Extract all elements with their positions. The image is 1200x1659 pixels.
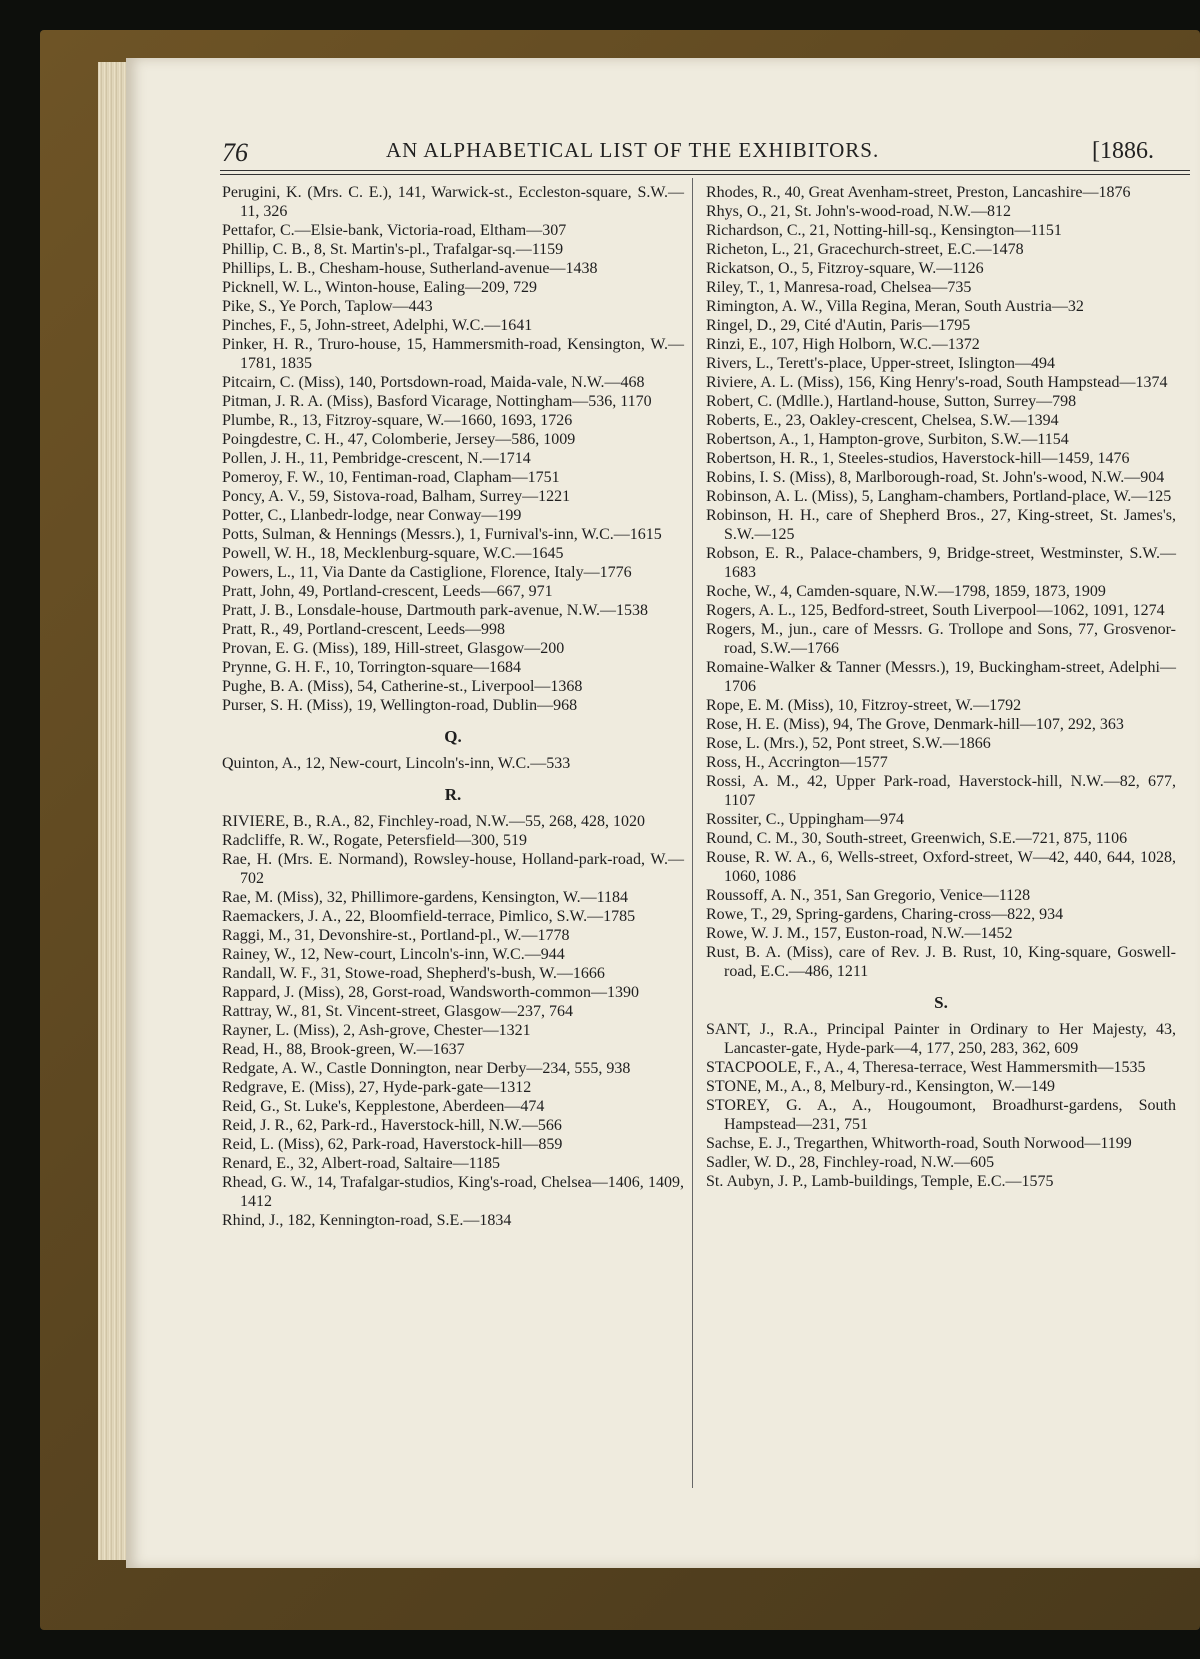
- exhibitor-entry: Rowe, W. J. M., 157, Euston-road, N.W.—1452: [706, 925, 1013, 942]
- exhibitor-entry: Rogers, A. L., 125, Bedford-street, South Liverpool—1062, 1091, 1274: [706, 602, 1165, 619]
- exhibitor-entry: Robinson, A. L. (Miss), 5, Langham-chambers, Portland-place, W.—125: [706, 488, 1172, 505]
- exhibitor-entry: Rae, H. (Mrs. E. Normand), Rowsley-house, Holland-park-road, W.—702: [222, 851, 684, 887]
- exhibitor-entry: Pitman, J. R. A. (Miss), Basford Vicarage, Nottingham—536, 1170: [222, 393, 652, 410]
- exhibitor-entry: Pinker, H. R., Truro-house, 15, Hammersmith-road, Kensington, W.—1781, 1835: [222, 336, 684, 372]
- page-title: AN ALPHABETICAL LIST OF THE EXHIBITORS.: [386, 138, 880, 162]
- exhibitor-entry: Poingdestre, C. H., 47, Colomberie, Jersey—586, 1009: [222, 431, 576, 448]
- left-column: [222, 183, 684, 1230]
- exhibitor-entry: Quinton, A., 12, New-court, Lincoln's-inn, W.C.—533: [222, 755, 571, 772]
- exhibitor-entry: Pike, S., Ye Porch, Taplow—443: [222, 298, 433, 315]
- exhibitor-entry: Powers, L., 11, Via Dante da Castiglione, Florence, Italy—1776: [222, 564, 632, 581]
- exhibitor-entry: Potts, Sulman, & Hennings (Messrs.), 1, Furnival's-inn, W.C.—1615: [222, 526, 662, 543]
- exhibitor-entry: Prynne, G. H. F., 10, Torrington-square—1684: [222, 659, 522, 676]
- exhibitor-entry: Perugini, K. (Mrs. C. E.), 141, Warwick-st., Eccleston-square, S.W.—11, 326: [222, 184, 684, 220]
- exhibitor-entry: Rowe, T., 29, Spring-gardens, Charing-cross—822, 934: [706, 906, 1064, 923]
- exhibitor-entry: RIVIERE, B., R.A., 82, Finchley-road, N.W.—55, 268, 428, 1020: [222, 813, 645, 830]
- exhibitor-entry: Pitcairn, C. (Miss), 140, Portsdown-road, Maida-vale, N.W.—468: [222, 374, 645, 391]
- exhibitor-entry: St. Aubyn, J. P., Lamb-buildings, Temple, E.C.—1575: [706, 1173, 1054, 1190]
- exhibitor-entry: Rayner, L. (Miss), 2, Ash-grove, Chester—1321: [222, 1022, 531, 1039]
- exhibitor-entry: Robertson, A., 1, Hampton-grove, Surbiton, S.W.—1154: [706, 431, 1069, 448]
- exhibitor-entry: Sachse, E. J., Tregarthen, Whitworth-road, South Norwood—1199: [706, 1135, 1132, 1152]
- exhibitor-entry: Pettafor, C.—Elsie-bank, Victoria-road, Eltham—307: [222, 222, 567, 239]
- exhibitor-entry: Rose, H. E. (Miss), 94, The Grove, Denmark-hill—107, 292, 363: [706, 716, 1124, 733]
- exhibitor-entry: Rossi, A. M., 42, Upper Park-road, Haverstock-hill, N.W.—82, 677, 1107: [706, 773, 1176, 809]
- exhibitor-entry: Provan, E. G. (Miss), 189, Hill-street, Glasgow—200: [222, 640, 565, 657]
- exhibitor-entry: Rattray, W., 81, St. Vincent-street, Glasgow—237, 764: [222, 1003, 573, 1020]
- page-number: 76: [222, 138, 248, 167]
- page-header: [126, 130, 1200, 170]
- exhibitor-entry: Rogers, M., jun., care of Messrs. G. Trollope and Sons, 77, Grosvenor-road, S.W.—1766: [706, 621, 1176, 657]
- exhibitor-entry: Round, C. M., 30, South-street, Greenwich, S.E.—721, 875, 1106: [706, 830, 1128, 847]
- exhibitor-entry: Robins, I. S. (Miss), 8, Marlborough-road, St. John's-wood, N.W.—904: [706, 469, 1165, 486]
- exhibitor-entry: STONE, M., A., 8, Melbury-rd., Kensington, W.—149: [706, 1078, 1056, 1095]
- exhibitor-entry: SANT, J., R.A., Principal Painter in Ordinary to Her Majesty, 43, Lancaster-gate, Hyde-park—4, 177, 250, 283, 362, 609: [706, 1021, 1176, 1057]
- exhibitor-entry: Richardson, C., 21, Notting-hill-sq., Kensington—1151: [706, 222, 1062, 239]
- exhibitor-entry: Roberts, E., 23, Oakley-crescent, Chelsea, S.W.—1394: [706, 412, 1059, 429]
- exhibitor-entry: Pratt, J. B., Lonsdale-house, Dartmouth park-avenue, N.W.—1538: [222, 602, 648, 619]
- exhibitor-entry: Riviere, A. L. (Miss), 156, King Henry's-road, South Hampstead—1374: [706, 374, 1168, 391]
- exhibitor-entry: Rimington, A. W., Villa Regina, Meran, South Austria—32: [706, 298, 1084, 315]
- exhibitor-entry: Reid, J. R., 62, Park-rd., Haverstock-hill, N.W.—566: [222, 1117, 562, 1134]
- exhibitor-entry: Potter, C., Llanbedr-lodge, near Conway—199: [222, 507, 522, 524]
- exhibitor-entry: Rose, L. (Mrs.), 52, Pont street, S.W.—1866: [706, 735, 991, 752]
- exhibitor-entry: STACPOOLE, F., A., 4, Theresa-terrace, West Hammersmith—1535: [706, 1059, 1146, 1076]
- exhibitor-entry: Romaine-Walker & Tanner (Messrs.), 19, Buckingham-street, Adelphi—1706: [706, 659, 1176, 695]
- exhibitor-entry: Pollen, J. H., 11, Pembridge-crescent, N.—1714: [222, 450, 531, 467]
- exhibitor-entry: Phillip, C. B., 8, St. Martin's-pl., Trafalgar-sq.—1159: [222, 241, 564, 258]
- exhibitor-entry: Pratt, John, 49, Portland-crescent, Leeds—667, 971: [222, 583, 553, 600]
- exhibitor-entry: Robinson, H. H., care of Shepherd Bros., 27, King-street, St. James's, S.W.—125: [706, 507, 1176, 543]
- section-heading-q: Q.: [444, 727, 462, 746]
- exhibitor-entry: Redgate, A. W., Castle Donnington, near Derby—234, 555, 938: [222, 1060, 631, 1077]
- exhibitor-entry: Read, H., 88, Brook-green, W.—1637: [222, 1041, 465, 1058]
- exhibitor-entry: Ringel, D., 29, Cité d'Autin, Paris—1795: [706, 317, 971, 334]
- exhibitor-entry: Rivers, L., Terett's-place, Upper-street, Islington—494: [706, 355, 1056, 372]
- exhibitor-entry: Picknell, W. L., Winton-house, Ealing—209, 729: [222, 279, 538, 296]
- section-heading-s: S.: [934, 993, 948, 1012]
- exhibitor-entry: Robert, C. (Mdlle.), Hartland-house, Sutton, Surrey—798: [706, 393, 1077, 410]
- header-rule: [220, 170, 1190, 171]
- book-page: [126, 58, 1200, 1568]
- exhibitor-entry: Sadler, W. D., 28, Finchley-road, N.W.—605: [706, 1154, 995, 1171]
- header-rule: [220, 174, 1190, 175]
- column-divider: [692, 178, 693, 1488]
- exhibitor-entry: Rhodes, R., 40, Great Avenham-street, Preston, Lancashire—1876: [706, 184, 1131, 201]
- exhibitor-entry: Robertson, H. R., 1, Steeles-studios, Haverstock-hill—1459, 1476: [706, 450, 1130, 467]
- exhibitor-entry: Pratt, R., 49, Portland-crescent, Leeds—998: [222, 621, 506, 638]
- section-heading-r: R.: [444, 785, 462, 804]
- exhibitor-entry: Riley, T., 1, Manresa-road, Chelsea—735: [706, 279, 972, 296]
- exhibitor-entry: Roussoff, A. N., 351, San Gregorio, Venice—1128: [706, 887, 1031, 904]
- exhibitor-entry: Rust, B. A. (Miss), care of Rev. J. B. Rust, 10, King-square, Goswell-road, E.C.—486, 1211: [706, 944, 1176, 980]
- exhibitor-entry: Redgrave, E. (Miss), 27, Hyde-park-gate—1312: [222, 1079, 532, 1096]
- exhibitor-entry: Reid, L. (Miss), 62, Park-road, Haverstock-hill—859: [222, 1136, 563, 1153]
- exhibitor-entry: Richeton, L., 21, Gracechurch-street, E.C.—1478: [706, 241, 1024, 258]
- exhibitor-entry: Rappard, J. (Miss), 28, Gorst-road, Wandsworth-common—1390: [222, 984, 640, 1001]
- right-column: [706, 183, 1176, 1191]
- exhibitor-entry: Poncy, A. V., 59, Sistova-road, Balham, Surrey—1221: [222, 488, 571, 505]
- exhibitor-entry: Rickatson, O., 5, Fitzroy-square, W.—1126: [706, 260, 984, 277]
- exhibitor-entry: Rinzi, E., 107, High Holborn, W.C.—1372: [706, 336, 980, 353]
- exhibitor-entry: Rhind, J., 182, Kennington-road, S.E.—1834: [222, 1212, 512, 1229]
- exhibitor-entry: STOREY, G. A., A., Hougoumont, Broadhurst-gardens, South Hampstead—231, 751: [706, 1097, 1176, 1133]
- exhibitor-entry: Rope, E. M. (Miss), 10, Fitzroy-street, W.—1792: [706, 697, 1022, 714]
- exhibitor-entry: Plumbe, R., 13, Fitzroy-square, W.—1660, 1693, 1726: [222, 412, 573, 429]
- exhibitor-entry: Raggi, M., 31, Devonshire-st., Portland-pl., W.—1778: [222, 927, 570, 944]
- exhibitor-entry: Radcliffe, R. W., Rogate, Petersfield—300, 519: [222, 832, 527, 849]
- exhibitor-entry: Ross, H., Accrington—1577: [706, 754, 888, 771]
- exhibitor-entry: Raemackers, J. A., 22, Bloomfield-terrace, Pimlico, S.W.—1785: [222, 908, 636, 925]
- exhibitor-entry: Rae, M. (Miss), 32, Phillimore-gardens, Kensington, W.—1184: [222, 889, 629, 906]
- exhibitor-entry: Rhead, G. W., 14, Trafalgar-studios, King's-road, Chelsea—1406, 1409, 1412: [222, 1174, 684, 1210]
- exhibitor-entry: Randall, W. F., 31, Stowe-road, Shepherd's-bush, W.—1666: [222, 965, 605, 982]
- exhibitor-entry: Rossiter, C., Uppingham—974: [706, 811, 905, 828]
- exhibitor-entry: Rouse, R. W. A., 6, Wells-street, Oxford-street, W—42, 440, 644, 1028, 1060, 1086: [706, 849, 1176, 885]
- exhibitor-entry: Powell, W. H., 18, Mecklenburg-square, W.C.—1645: [222, 545, 564, 562]
- exhibitor-entry: Pughe, B. A. (Miss), 54, Catherine-st., Liverpool—1368: [222, 678, 583, 695]
- exhibitor-entry: Phillips, L. B., Chesham-house, Sutherland-avenue—1438: [222, 260, 598, 277]
- exhibitor-entry: Reid, G., St. Luke's, Kepplestone, Aberdeen—474: [222, 1098, 545, 1115]
- exhibitor-entry: Pinches, F., 5, John-street, Adelphi, W.C.—1641: [222, 317, 533, 334]
- exhibitor-entry: Rainey, W., 12, New-court, Lincoln's-inn, W.C.—944: [222, 946, 565, 963]
- exhibitor-entry: Purser, S. H. (Miss), 19, Wellington-road, Dublin—968: [222, 697, 578, 714]
- exhibitor-entry: Pomeroy, F. W., 10, Fentiman-road, Clapham—1751: [222, 469, 560, 486]
- exhibitor-entry: Renard, E., 32, Albert-road, Saltaire—1185: [222, 1155, 500, 1172]
- page-year: [1886.: [1092, 138, 1154, 164]
- exhibitor-entry: Rhys, O., 21, St. John's-wood-road, N.W.—812: [706, 203, 1011, 220]
- exhibitor-entry: Robson, E. R., Palace-chambers, 9, Bridge-street, Westminster, S.W.—1683: [706, 545, 1176, 581]
- exhibitor-entry: Roche, W., 4, Camden-square, N.W.—1798, 1859, 1873, 1909: [706, 583, 1106, 600]
